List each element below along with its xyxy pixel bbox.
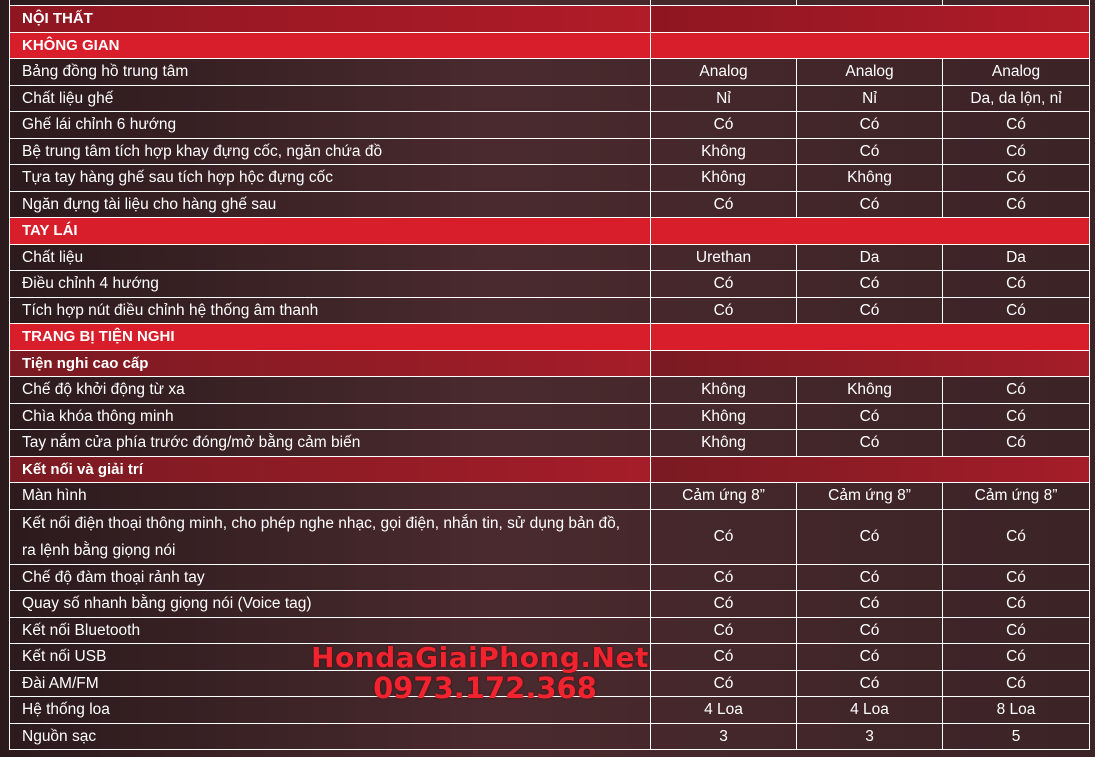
feature-label: Ghế lái chỉnh 6 hướng xyxy=(10,112,651,139)
variant-2-value: Nỉ xyxy=(797,85,943,112)
table-row xyxy=(10,244,1090,271)
spec-table-body xyxy=(10,0,1090,750)
subsection-header-row xyxy=(10,350,1090,377)
variant-2-value: Có xyxy=(797,297,943,324)
section-title: NỘI THẤT xyxy=(10,6,651,33)
feature-label: Nguồn sạc xyxy=(10,723,651,750)
variant-1-value: Có xyxy=(651,271,797,298)
variant-1-value: Urethan xyxy=(651,244,797,271)
section-title: TAY LÁI xyxy=(10,218,651,245)
variant-2-value: Có xyxy=(797,617,943,644)
variant-1-value: Không xyxy=(651,430,797,457)
variant-2-value: 3 xyxy=(797,723,943,750)
variant-3-value: 5 xyxy=(943,723,1090,750)
variant-3-value: Có xyxy=(943,617,1090,644)
feature-label: Chế độ khởi động từ xa xyxy=(10,377,651,404)
feature-label: Màn hình xyxy=(10,483,651,510)
table-row xyxy=(10,564,1090,591)
variant-2-value: 4 Loa xyxy=(797,697,943,724)
variant-2-value: Có xyxy=(797,644,943,671)
variant-1-value: Không xyxy=(651,403,797,430)
feature-label: Tay nắm cửa phía trước đóng/mở bằng cảm biến xyxy=(10,430,651,457)
table-row xyxy=(10,138,1090,165)
table-row xyxy=(10,723,1090,750)
section-header-row xyxy=(10,324,1090,351)
variant-3-value: Có xyxy=(943,271,1090,298)
feature-label: Kết nối USB xyxy=(10,644,651,671)
table-row xyxy=(10,112,1090,139)
variant-1-value: Có xyxy=(651,644,797,671)
watermark-site: HondaGiaiPhong.Net xyxy=(311,641,649,674)
feature-label: Chất liệu xyxy=(10,244,651,271)
variant-3-value: Có xyxy=(943,403,1090,430)
variant-3-value: Có xyxy=(943,430,1090,457)
variant-2-value: Cảm ứng 8” xyxy=(797,483,943,510)
section-title: TRANG BỊ TIỆN NGHI xyxy=(10,324,651,351)
variant-3-value: Da xyxy=(943,244,1090,271)
section-header-row xyxy=(10,32,1090,59)
table-row xyxy=(10,271,1090,298)
feature-label: Chìa khóa thông minh xyxy=(10,403,651,430)
variant-1-value: Có xyxy=(651,297,797,324)
feature-label: Điều chỉnh 4 hướng xyxy=(10,271,651,298)
variant-2-value: Không xyxy=(797,165,943,192)
feature-label: Kết nối điện thoại thông minh, cho phép nghe nhạc, gọi điện, nhắn tin, sử dụng bản đồ, ra lệnh bằng giọng nói xyxy=(10,509,651,564)
variant-1-value: Có xyxy=(651,564,797,591)
variant-1-value: Có xyxy=(651,112,797,139)
feature-label: Hệ thống loa xyxy=(10,697,651,724)
table-row xyxy=(10,297,1090,324)
subsection-header-row xyxy=(10,456,1090,483)
feature-label: Tựa tay hàng ghế sau tích hợp hộc đựng cốc xyxy=(10,165,651,192)
feature-label: Bệ trung tâm tích hợp khay đựng cốc, ngăn chứa đồ xyxy=(10,138,651,165)
variant-2-value: Có xyxy=(797,591,943,618)
section-header-fill xyxy=(651,218,1090,245)
variant-2-value: Có xyxy=(797,564,943,591)
table-row xyxy=(10,430,1090,457)
section-header-fill xyxy=(651,32,1090,59)
table-row xyxy=(10,191,1090,218)
variant-3-value: Analog xyxy=(943,59,1090,86)
feature-label: Kết nối Bluetooth xyxy=(10,617,651,644)
section-header-row xyxy=(10,6,1090,33)
section-header-row xyxy=(10,218,1090,245)
table-row xyxy=(10,85,1090,112)
subsection-title: Tiện nghi cao cấp xyxy=(10,350,651,377)
table-row xyxy=(10,483,1090,510)
section-header-fill xyxy=(651,456,1090,483)
variant-1-value: Không xyxy=(651,377,797,404)
variant-3-value: Có xyxy=(943,670,1090,697)
variant-2-value: Có xyxy=(797,509,943,564)
subsection-title: Kết nối và giải trí xyxy=(10,456,651,483)
variant-3-value: Có xyxy=(943,191,1090,218)
variant-2-value: Có xyxy=(797,138,943,165)
table-row xyxy=(10,165,1090,192)
variant-3-value: Có xyxy=(943,564,1090,591)
feature-label: Tích hợp nút điều chỉnh hệ thống âm thanh xyxy=(10,297,651,324)
table-row xyxy=(10,59,1090,86)
feature-label: Bảng đồng hồ trung tâm xyxy=(10,59,651,86)
variant-3-value: Có xyxy=(943,591,1090,618)
variant-2-value: Có xyxy=(797,430,943,457)
feature-label: Ngăn đựng tài liệu cho hàng ghế sau xyxy=(10,191,651,218)
variant-3-value: Có xyxy=(943,138,1090,165)
table-row xyxy=(10,509,1090,564)
variant-3-value: 8 Loa xyxy=(943,697,1090,724)
feature-label: Chế độ đàm thoại rảnh tay xyxy=(10,564,651,591)
variant-2-value: Da xyxy=(797,244,943,271)
watermark-phone: 0973.172.368 xyxy=(373,671,597,705)
variant-1-value: Có xyxy=(651,591,797,618)
feature-label: Chất liệu ghế xyxy=(10,85,651,112)
section-header-fill xyxy=(651,350,1090,377)
section-header-fill xyxy=(651,324,1090,351)
variant-2-value: Có xyxy=(797,271,943,298)
variant-1-value: 3 xyxy=(651,723,797,750)
variant-1-value: Analog xyxy=(651,59,797,86)
spec-table xyxy=(9,0,1090,750)
table-row xyxy=(10,403,1090,430)
variant-3-value: Có xyxy=(943,112,1090,139)
variant-2-value: Có xyxy=(797,670,943,697)
variant-3-value: Có xyxy=(943,644,1090,671)
variant-3-value: Có xyxy=(943,297,1090,324)
variant-3-value: Có xyxy=(943,509,1090,564)
variant-1-value: Có xyxy=(651,617,797,644)
variant-1-value: Có xyxy=(651,191,797,218)
feature-label: Đài AM/FM xyxy=(10,670,651,697)
table-row xyxy=(10,617,1090,644)
variant-3-value: Có xyxy=(943,165,1090,192)
variant-2-value: Analog xyxy=(797,59,943,86)
variant-3-value: Cảm ứng 8” xyxy=(943,483,1090,510)
variant-1-value: Có xyxy=(651,670,797,697)
variant-2-value: Không xyxy=(797,377,943,404)
variant-3-value: Có xyxy=(943,377,1090,404)
variant-1-value: Không xyxy=(651,165,797,192)
variant-2-value: Có xyxy=(797,191,943,218)
variant-1-value: Có xyxy=(651,509,797,564)
section-title: KHÔNG GIAN xyxy=(10,32,651,59)
variant-1-value: Không xyxy=(651,138,797,165)
variant-1-value: Nỉ xyxy=(651,85,797,112)
variant-1-value: Cảm ứng 8” xyxy=(651,483,797,510)
feature-label: Quay số nhanh bằng giọng nói (Voice tag) xyxy=(10,591,651,618)
variant-2-value: Có xyxy=(797,403,943,430)
variant-1-value: 4 Loa xyxy=(651,697,797,724)
table-row xyxy=(10,377,1090,404)
variant-3-value: Da, da lộn, nỉ xyxy=(943,85,1090,112)
table-row xyxy=(10,591,1090,618)
section-header-fill xyxy=(651,6,1090,33)
variant-2-value: Có xyxy=(797,112,943,139)
